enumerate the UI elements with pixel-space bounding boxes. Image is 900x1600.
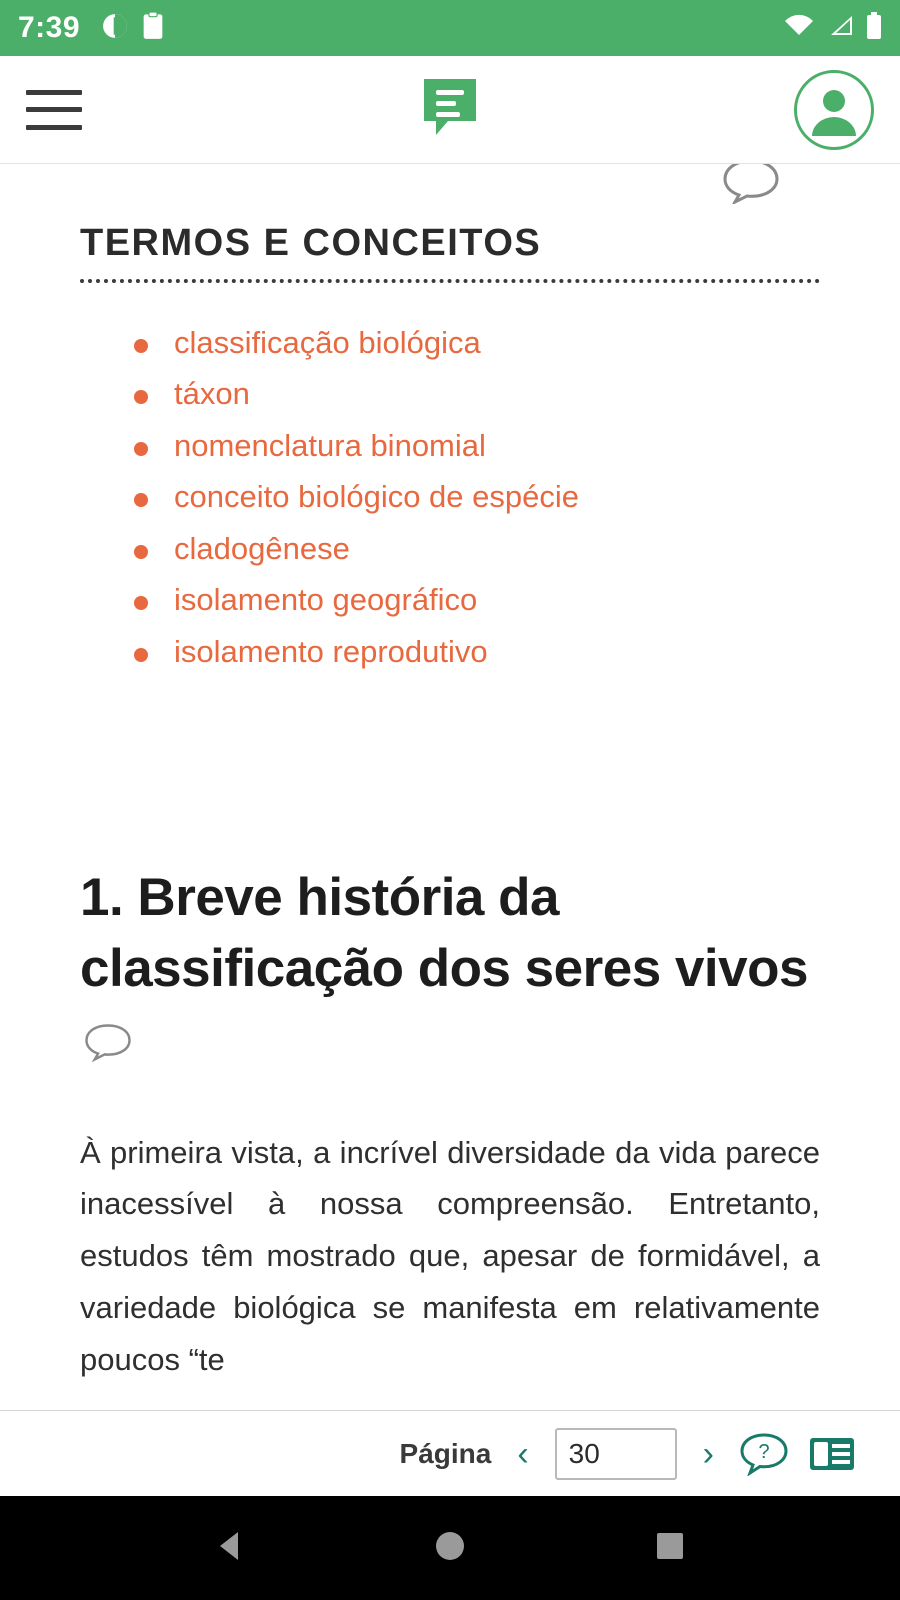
hamburger-menu-icon[interactable]: [26, 90, 82, 130]
svg-text:?: ?: [758, 1440, 770, 1463]
title-divider: [80, 279, 820, 283]
status-bar: [0, 0, 900, 56]
reading-mode-icon[interactable]: [808, 1434, 856, 1474]
list-item[interactable]: classificação biológica: [96, 317, 820, 368]
body-paragraph: À primeira vista, a incrível diversidade da vida parece inacessível à nossa compreensão. Entretanto, estudos têm mostrado que, apesar de formidável, a variedade biológica se manifesta em relativamente poucos “te: [80, 1134, 820, 1377]
comment-question-icon[interactable]: [740, 1432, 788, 1476]
list-item[interactable]: conceito biológico de espécie: [96, 471, 820, 522]
book-logo-icon[interactable]: [422, 77, 478, 143]
terms-list: [96, 317, 820, 677]
status-notification-icons: [102, 12, 164, 45]
chevron-right-icon[interactable]: ›: [702, 1434, 714, 1473]
list-item[interactable]: isolamento reprodutivo: [96, 626, 820, 677]
home-circle-icon[interactable]: [430, 1526, 470, 1571]
list-item[interactable]: táxon: [96, 368, 820, 419]
battery-icon: [866, 12, 882, 45]
page-number-input[interactable]: [555, 1428, 677, 1480]
list-item[interactable]: cladogênese: [96, 523, 820, 574]
comment-bubble-icon[interactable]: [84, 1010, 132, 1080]
list-item[interactable]: isolamento geográfico: [96, 574, 820, 625]
list-item[interactable]: nomenclatura binomial: [96, 420, 820, 471]
page-navigation-bar: [0, 1410, 900, 1496]
android-navigation-bar: [0, 1496, 900, 1600]
chapter-heading-text: 1. Breve história da classificação dos seres vivos: [80, 868, 808, 998]
chapter-heading: [80, 863, 820, 1080]
wifi-icon: [784, 14, 814, 43]
page-title: TERMOS E CONCEITOS: [80, 222, 542, 264]
cast-icon: [102, 13, 128, 44]
signal-icon: [826, 14, 854, 43]
chevron-left-icon[interactable]: ‹: [517, 1434, 529, 1473]
user-avatar-icon[interactable]: [794, 70, 874, 150]
back-triangle-icon[interactable]: [210, 1526, 250, 1571]
status-system-icons: [784, 12, 882, 45]
comment-bubble-icon[interactable]: [722, 164, 780, 209]
recents-square-icon[interactable]: [650, 1526, 690, 1571]
clipboard-icon: [142, 12, 164, 45]
app-bar: [0, 56, 900, 164]
status-time: 7:39: [18, 11, 81, 44]
document-content: [0, 164, 900, 1410]
page-label: Página: [399, 1437, 492, 1469]
